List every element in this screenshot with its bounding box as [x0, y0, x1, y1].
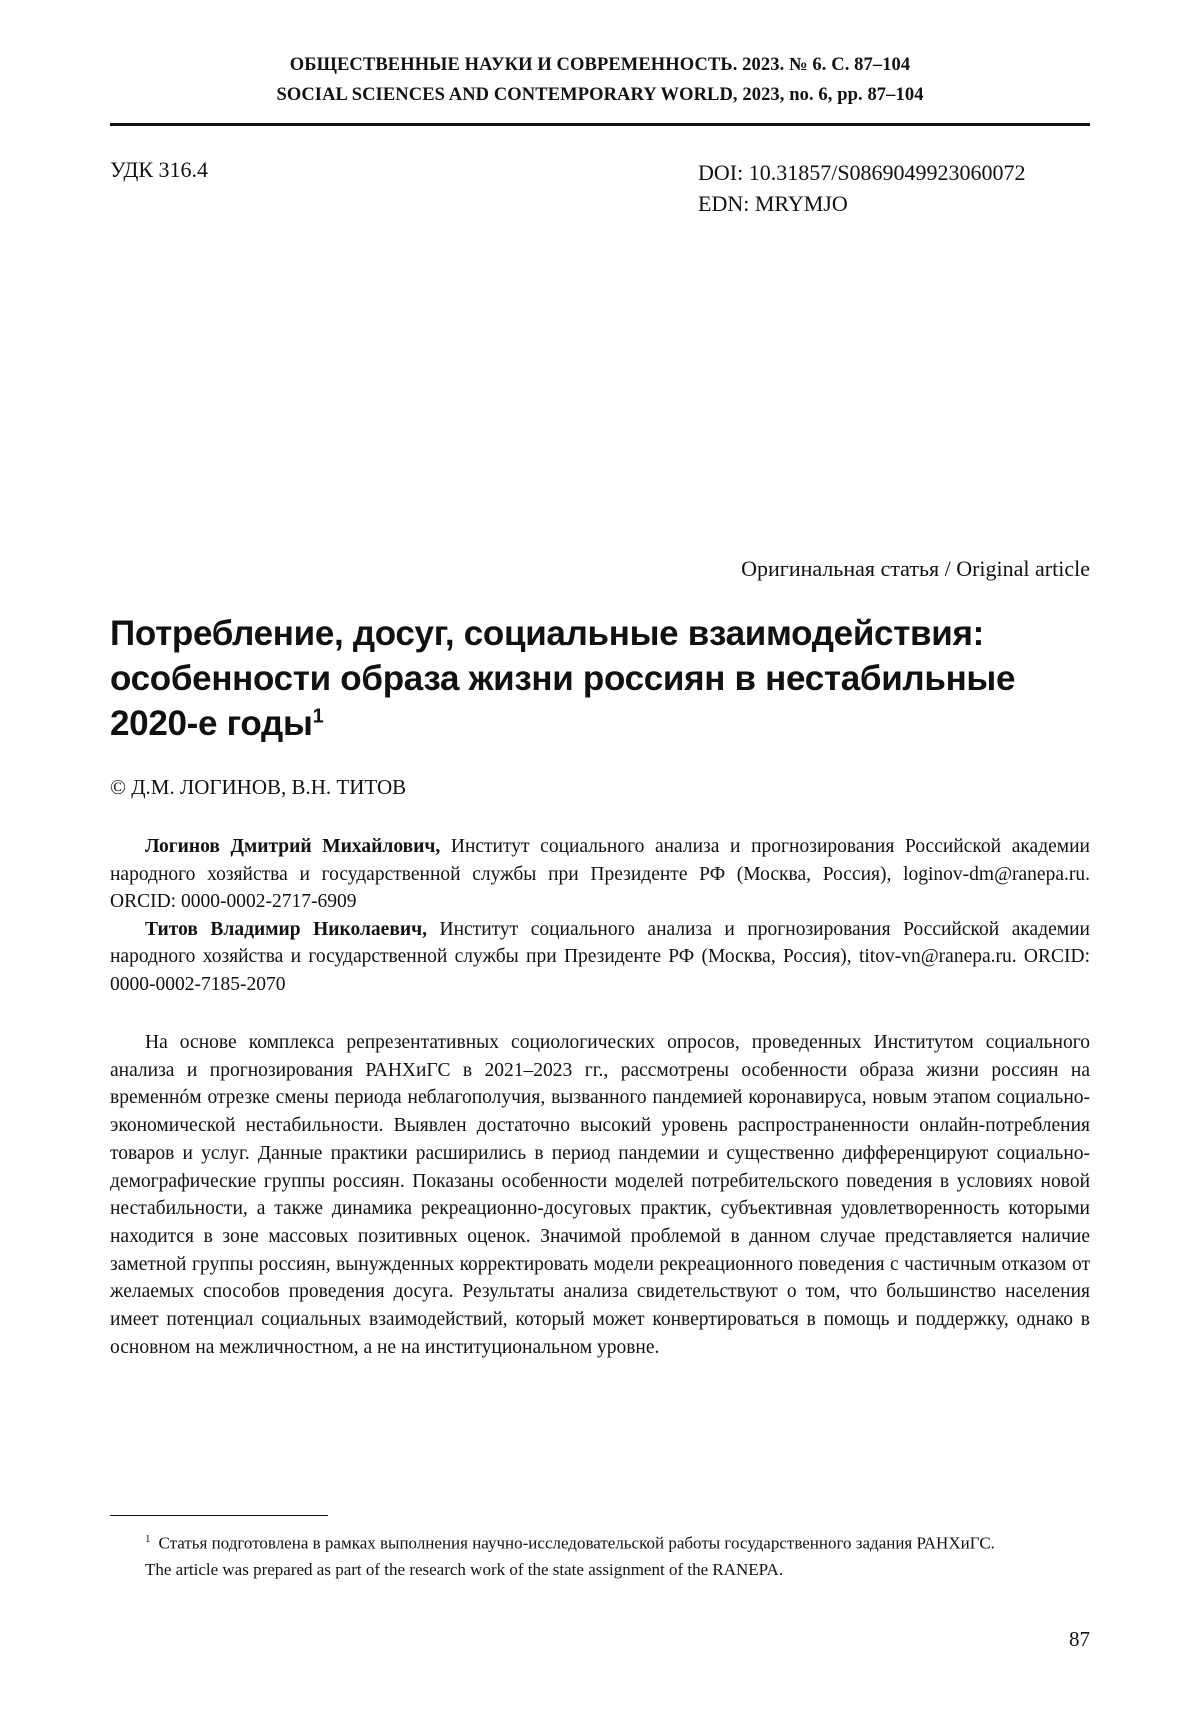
title-footnote-mark: 1	[312, 705, 324, 728]
journal-header-ru: ОБЩЕСТВЕННЫЕ НАУКИ И СОВРЕМЕННОСТЬ. 2023. № 6. С. 87–104	[289, 55, 911, 75]
footnote-mark: 1	[145, 1533, 151, 1545]
article-title	[110, 611, 1100, 746]
footnote-ru-text: Статья подготовлена в рамках выполнения научно-исследовательской работы государственного задания РАНХиГС.	[158, 1533, 995, 1553]
edn: EDN: MRYMJO	[698, 191, 848, 216]
authors-line: © Д.М. ЛОГИНОВ, В.Н. ТИТОВ	[110, 775, 407, 799]
article-title-text: Потребление, досуг, социальные взаимодействия: особенности образа жизни россиян в нестабильные 2020-е годы	[110, 614, 1016, 743]
author-affiliations	[110, 833, 1090, 998]
affiliation-text: Институт социального анализа и прогнозирования Российской академии народного хозяйства и государственной службы при Президенте РФ (Москва, Россия), loginov-dm@ranepa.ru. ORCID: 0000-0002-2717-6909	[110, 836, 1090, 912]
doi: DOI: 10.31857/S0869049923060072	[698, 160, 1026, 185]
footnote-en: The article was prepared as part of the research work of the state assignment of the RANEPA.	[145, 1559, 784, 1579]
affiliation-text: Институт социального анализа и прогнозирования Российской академии народного хозяйства и государственной службы при Президенте РФ (Москва, Россия), titov-vn@ranepa.ru. ORCID: 0000-0002-7185-2070	[110, 918, 1090, 995]
running-header	[110, 50, 1090, 110]
author-name: Титов Владимир Николаевич,	[145, 918, 427, 940]
abstract: На основе комплекса репрезентативных социологических опросов, проведенных Институтом социального анализа и прогнозирования РАНХиГС в 2021–2023 гг., рассмотрены особенности образа жизни россиян на временнóм отрезке смены периода неблагополучия, вызванного пандемией коронавируса, новым этапом социально-экономической нестабильности. Выявлен достаточно высокий уровень распространенности онлайн-потребления товаров и услуг. Данные практики расширились в период пандемии и существенно дифференцируют социально-демографические группы россиян. Показаны особенности моделей потребительского поведения в условиях новой нестабильности, а также динамика рекреационно-досуговых практик, субъективная удовлетворенность которыми находится в зоне массовых позитивных оценок. Значимой проблемой в данном случае представляется наличие заметной группы россиян, вынужденных корректировать модели рекреационного поведения с частичным отказом от желаемых способов проведения досуга. Результаты анализа свидетельствуют о том, что большинство населения имеет потенциал социальных взаимодействий, который может конвертироваться в помощь и поддержку, однако в основном на межличностном, а не на институциональном уровне.	[110, 1032, 1090, 1358]
affiliation-loginov	[110, 833, 1090, 916]
footnote	[110, 1526, 1090, 1583]
article-type: Оригинальная статья / Original article	[741, 556, 1090, 581]
affiliation-titov	[110, 916, 1090, 999]
udk-code: УДК 316.4	[110, 157, 209, 182]
header-rule	[110, 123, 1090, 126]
author-name: Логинов Дмитрий Михайлович,	[145, 836, 441, 857]
footnote-rule	[110, 1515, 328, 1516]
journal-header-en: SOCIAL SCIENCES AND CONTEMPORARY WORLD, 2023, no. 6, pp. 87–104	[276, 85, 924, 105]
page-number: 87	[1069, 1627, 1090, 1651]
identifiers	[698, 157, 1026, 219]
footnote-ru	[110, 1526, 1090, 1557]
